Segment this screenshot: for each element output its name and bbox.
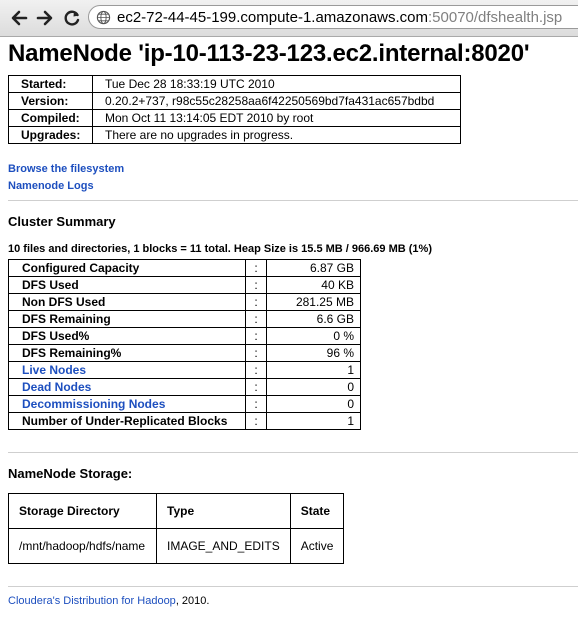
table-row [9,328,361,345]
summary-value: 0 [267,379,361,396]
summary-value: 0 % [267,328,361,345]
footer [8,595,209,607]
storage-type: IMAGE_AND_EDITS [157,529,291,564]
summary-key: Non DFS Used [9,294,246,311]
storage-state: Active [290,529,344,564]
table-row [9,396,361,413]
summary-sep: : [246,311,267,328]
table-row [9,362,361,379]
forward-arrow-icon[interactable] [35,8,55,28]
address-bar[interactable] [88,5,578,29]
column-header: Type [157,494,291,529]
browser-toolbar [0,0,578,37]
cluster-summary-heading: Cluster Summary [8,214,116,229]
column-header: State [290,494,344,529]
summary-value: 1 [267,362,361,379]
info-key: Compiled: [9,110,93,127]
url-host: ec2-72-44-45-199.compute-1.amazonaws.com [117,9,428,26]
namenode-logs-link[interactable]: Namenode Logs [8,180,94,192]
page-title: NameNode 'ip-10-113-23-123.ec2.internal:8020' [8,40,530,67]
summary-key: DFS Used% [9,328,246,345]
url-text [117,9,562,27]
summary-sep: : [246,277,267,294]
summary-key: DFS Used [9,277,246,294]
info-key: Version: [9,93,93,110]
url-path: :50070/dfshealth.jsp [428,9,563,26]
reload-icon[interactable] [62,8,82,28]
summary-key: DFS Remaining [9,311,246,328]
summary-key: Number of Under-Replicated Blocks [9,413,246,430]
summary-value: 281.25 MB [267,294,361,311]
info-key: Upgrades: [9,127,93,144]
table-row [9,379,361,396]
summary-key-cell [9,379,246,396]
browse-filesystem-link[interactable]: Browse the filesystem [8,163,125,175]
storage-directory: /mnt/hadoop/hdfs/name [9,529,157,564]
back-arrow-icon[interactable] [9,8,29,28]
table-row [9,93,461,110]
cluster-summary-table [8,259,361,430]
summary-value: 96 % [267,345,361,362]
table-row [9,110,461,127]
cloudera-link[interactable]: Cloudera's Distribution for Hadoop [8,595,176,607]
table-row [9,76,461,93]
table-row [9,345,361,362]
table-row [9,529,344,564]
footer-suffix: , 2010. [175,595,210,607]
summary-value: 40 KB [267,277,361,294]
table-row [9,311,361,328]
namenode-info-table [8,75,461,144]
info-value: There are no upgrades in progress. [93,127,461,144]
summary-sep: : [246,294,267,311]
divider [8,452,578,453]
summary-value: 1 [267,413,361,430]
table-row [9,260,361,277]
summary-key-cell [9,396,246,413]
summary-key: DFS Remaining% [9,345,246,362]
summary-key-cell [9,362,246,379]
summary-sep: : [246,345,267,362]
summary-sep: : [246,362,267,379]
summary-key: Configured Capacity [9,260,246,277]
column-header: Storage Directory [9,494,157,529]
summary-sep: : [246,260,267,277]
table-row [9,413,361,430]
dead-nodes-link[interactable]: Dead Nodes [22,379,92,394]
namenode-storage-heading: NameNode Storage: [8,466,133,481]
table-header-row [9,494,344,529]
namenode-storage-table [8,493,344,564]
summary-sep: : [246,328,267,345]
live-nodes-link[interactable]: Live Nodes [22,362,87,377]
table-row [9,294,361,311]
info-value: 0.20.2+737, r98c55c28258aa6f42250569bd7fa431ac657bdbd [93,93,461,110]
summary-value: 6.87 GB [267,260,361,277]
page-info-icon[interactable] [96,10,111,25]
info-key: Started: [9,76,93,93]
summary-sep: : [246,396,267,413]
divider [8,586,578,587]
divider [8,200,578,201]
cluster-summary-line: 10 files and directories, 1 blocks = 11 total. Heap Size is 15.5 MB / 966.69 MB (1%) [8,243,432,255]
summary-sep: : [246,379,267,396]
info-value: Tue Dec 28 18:33:19 UTC 2010 [93,76,461,93]
summary-sep: : [246,413,267,430]
table-row [9,127,461,144]
info-value: Mon Oct 11 13:14:05 EDT 2010 by root [93,110,461,127]
table-row [9,277,361,294]
summary-value: 0 [267,396,361,413]
summary-value: 6.6 GB [267,311,361,328]
decommissioning-nodes-link[interactable]: Decommissioning Nodes [22,396,166,411]
